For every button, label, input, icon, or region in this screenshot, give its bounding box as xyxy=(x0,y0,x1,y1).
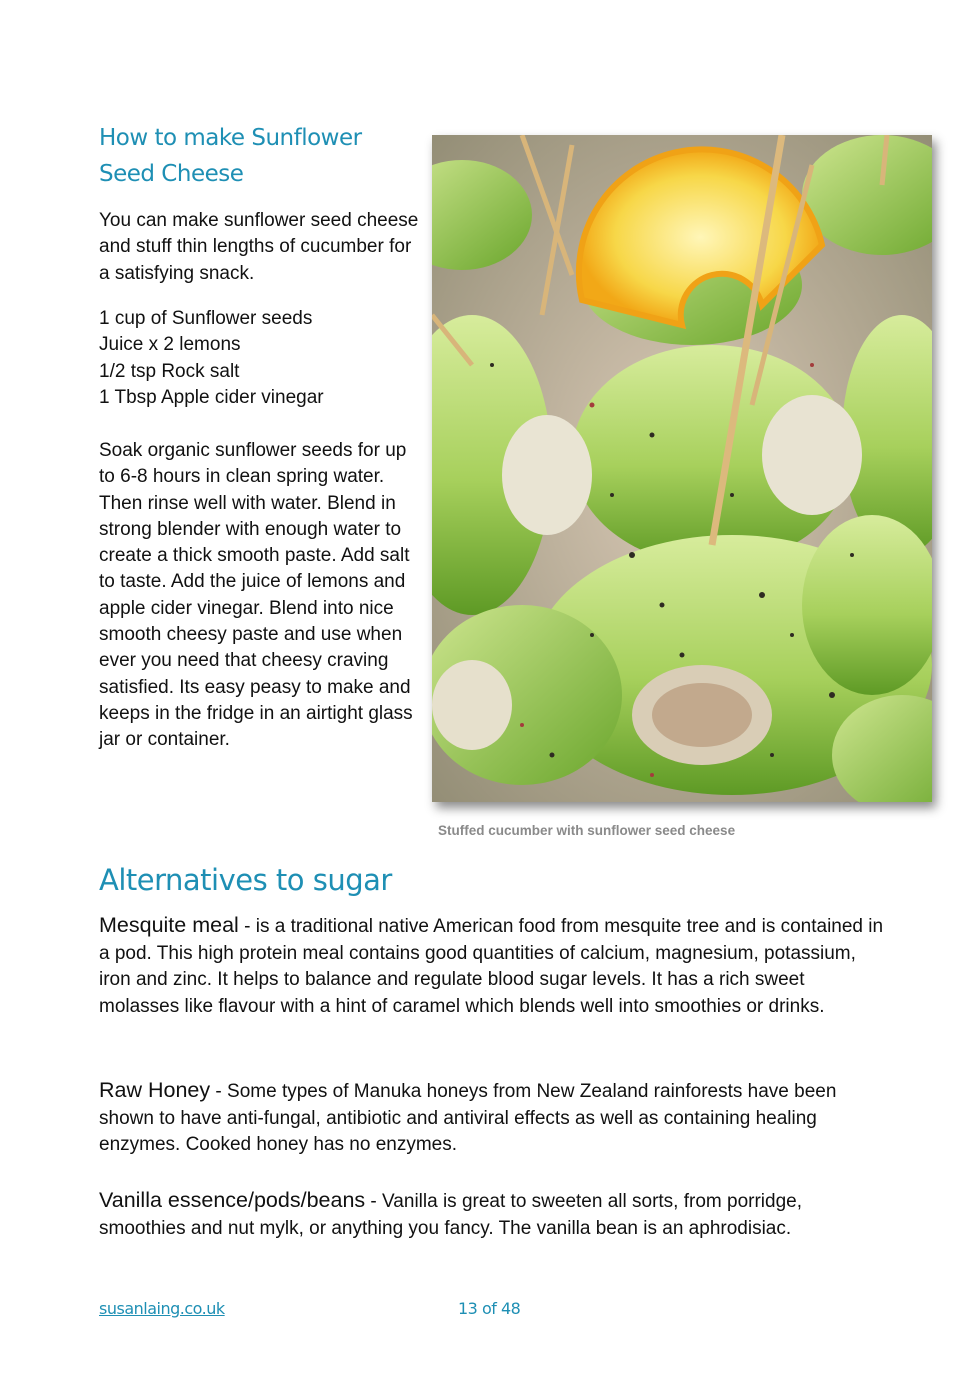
ingredient-item: 1 Tbsp Apple cider vinegar xyxy=(99,386,324,408)
alternative-item xyxy=(99,912,889,1020)
alternative-term: Vanilla essence/pods/beans xyxy=(99,1188,366,1212)
cucumber-rolls-photo xyxy=(432,135,932,802)
alternative-separator: - xyxy=(210,1081,228,1102)
alternative-text: Some types of Manuka honeys from New Zealand rainforests have been shown to have anti-fungal, antibiotic and antiviral effects as well as containing healing enzymes. Cooked honey has no enzymes. xyxy=(99,1081,837,1155)
recipe-method: Soak organic sunflower seeds for up to 6-8 hours in clean spring water. Then rinse well with water. Blend in strong blender with enough water to create a thick smooth paste. Add salt to taste. Add the juice of lemons and apple cider vinegar. Blend into nice smooth cheesy paste and use when ever you need that cheesy craving satisfied. Its easy peasy to make and keeps in the fridge in an airtight glass jar or container. xyxy=(99,440,413,751)
alternative-item xyxy=(99,1077,889,1159)
ingredient-item: Juice x 2 lemons xyxy=(99,334,241,356)
ingredient-list xyxy=(99,306,419,411)
recipe-intro: You can make sunflower seed cheese and stuff thin lengths of cucumber for a satisfying snack. xyxy=(99,210,419,284)
website-link[interactable]: susanlaing.co.uk xyxy=(99,1299,225,1318)
page-number: 13 of 48 xyxy=(458,1299,521,1318)
section-title: Alternatives to sugar xyxy=(99,863,392,897)
alternative-item xyxy=(99,1187,889,1242)
alternative-term: Mesquite meal xyxy=(99,913,239,937)
recipe-title: How to make Sunflower Seed Cheese xyxy=(99,125,362,187)
ingredient-item: 1/2 tsp Rock salt xyxy=(99,360,240,382)
alternative-separator: - xyxy=(365,1191,383,1212)
photo-caption: Stuffed cucumber with sunflower seed cheese xyxy=(438,823,736,838)
photo-illustration xyxy=(432,135,932,802)
alternative-separator: - xyxy=(238,916,256,937)
alternative-text: Vanilla is great to sweeten all sorts, from porridge, smoothies and nut mylk, or anything you fancy. The vanilla bean is an aphrodisiac. xyxy=(99,1191,802,1239)
alternative-text: is a traditional native American food from mesquite tree and is contained in a pod. This high protein meal contains good quantities of calcium, magnesium, potassium, iron and zinc. It helps to balance and regulate blood sugar levels. It has a rich sweet molasses like flavour with a hint of caramel which blends well into smoothies or drinks. xyxy=(99,916,884,1017)
alternative-term: Raw Honey xyxy=(99,1078,211,1102)
ingredient-item: 1 cup of Sunflower seeds xyxy=(99,308,313,329)
